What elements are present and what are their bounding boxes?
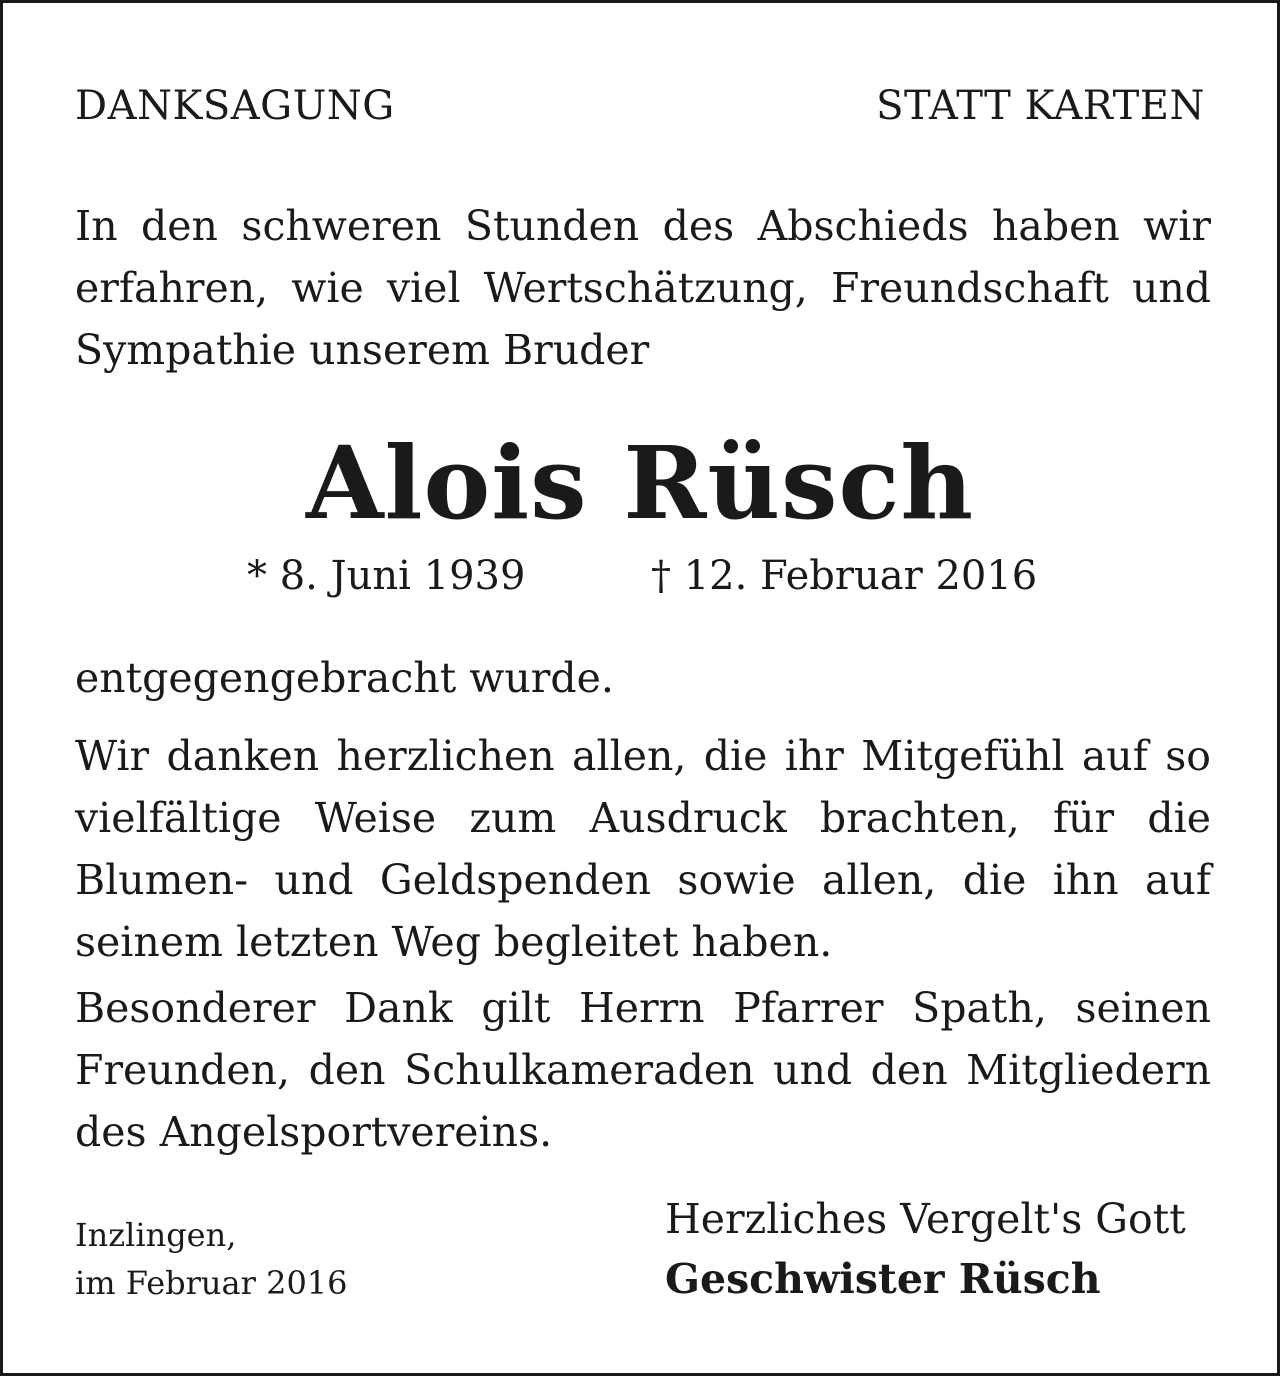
deceased-name: Alois Rüsch: [305, 424, 975, 542]
signature-greeting: Herzliches Vergelt's Gott: [665, 1195, 1186, 1243]
signature-family: Geschwister Rüsch: [665, 1255, 1101, 1303]
place-town: Inzlingen,: [75, 1216, 237, 1254]
header-danksagung: DANKSAGUNG: [75, 83, 395, 129]
thanks-paragraph: Wir danken herzlichen allen, die ihr Mitgefühl auf so vielfältige Weise zum Ausdruck brachten, für die Blumen- und Geldspenden sowie allen, die ihn auf seinem letzten Weg begleitet haben.: [75, 732, 1211, 966]
birth-date: * 8. Juni 1939: [247, 553, 526, 599]
intro-paragraph: In den schweren Stunden des Abschieds haben wir erfahren, wie viel Wertschätzung, Freundschaft und Sympathie unserem Bruder: [75, 202, 1211, 374]
header-statt-karten: STATT KARTEN: [876, 83, 1205, 129]
special-thanks-paragraph: Besonderer Dank gilt Herrn Pfarrer Spath, seinen Freunden, den Schulkameraden und den Mitgliedern des Angelsportvereins.: [75, 984, 1211, 1156]
place-date: im Februar 2016: [75, 1264, 348, 1302]
life-dates: [3, 553, 1277, 609]
signature-block: [665, 1189, 1186, 1309]
death-date: † 12. Februar 2016: [651, 553, 1038, 599]
received-line: entgegengebracht wurde.: [75, 654, 614, 702]
place-and-date: [75, 1211, 348, 1307]
header-line: [75, 83, 1205, 133]
